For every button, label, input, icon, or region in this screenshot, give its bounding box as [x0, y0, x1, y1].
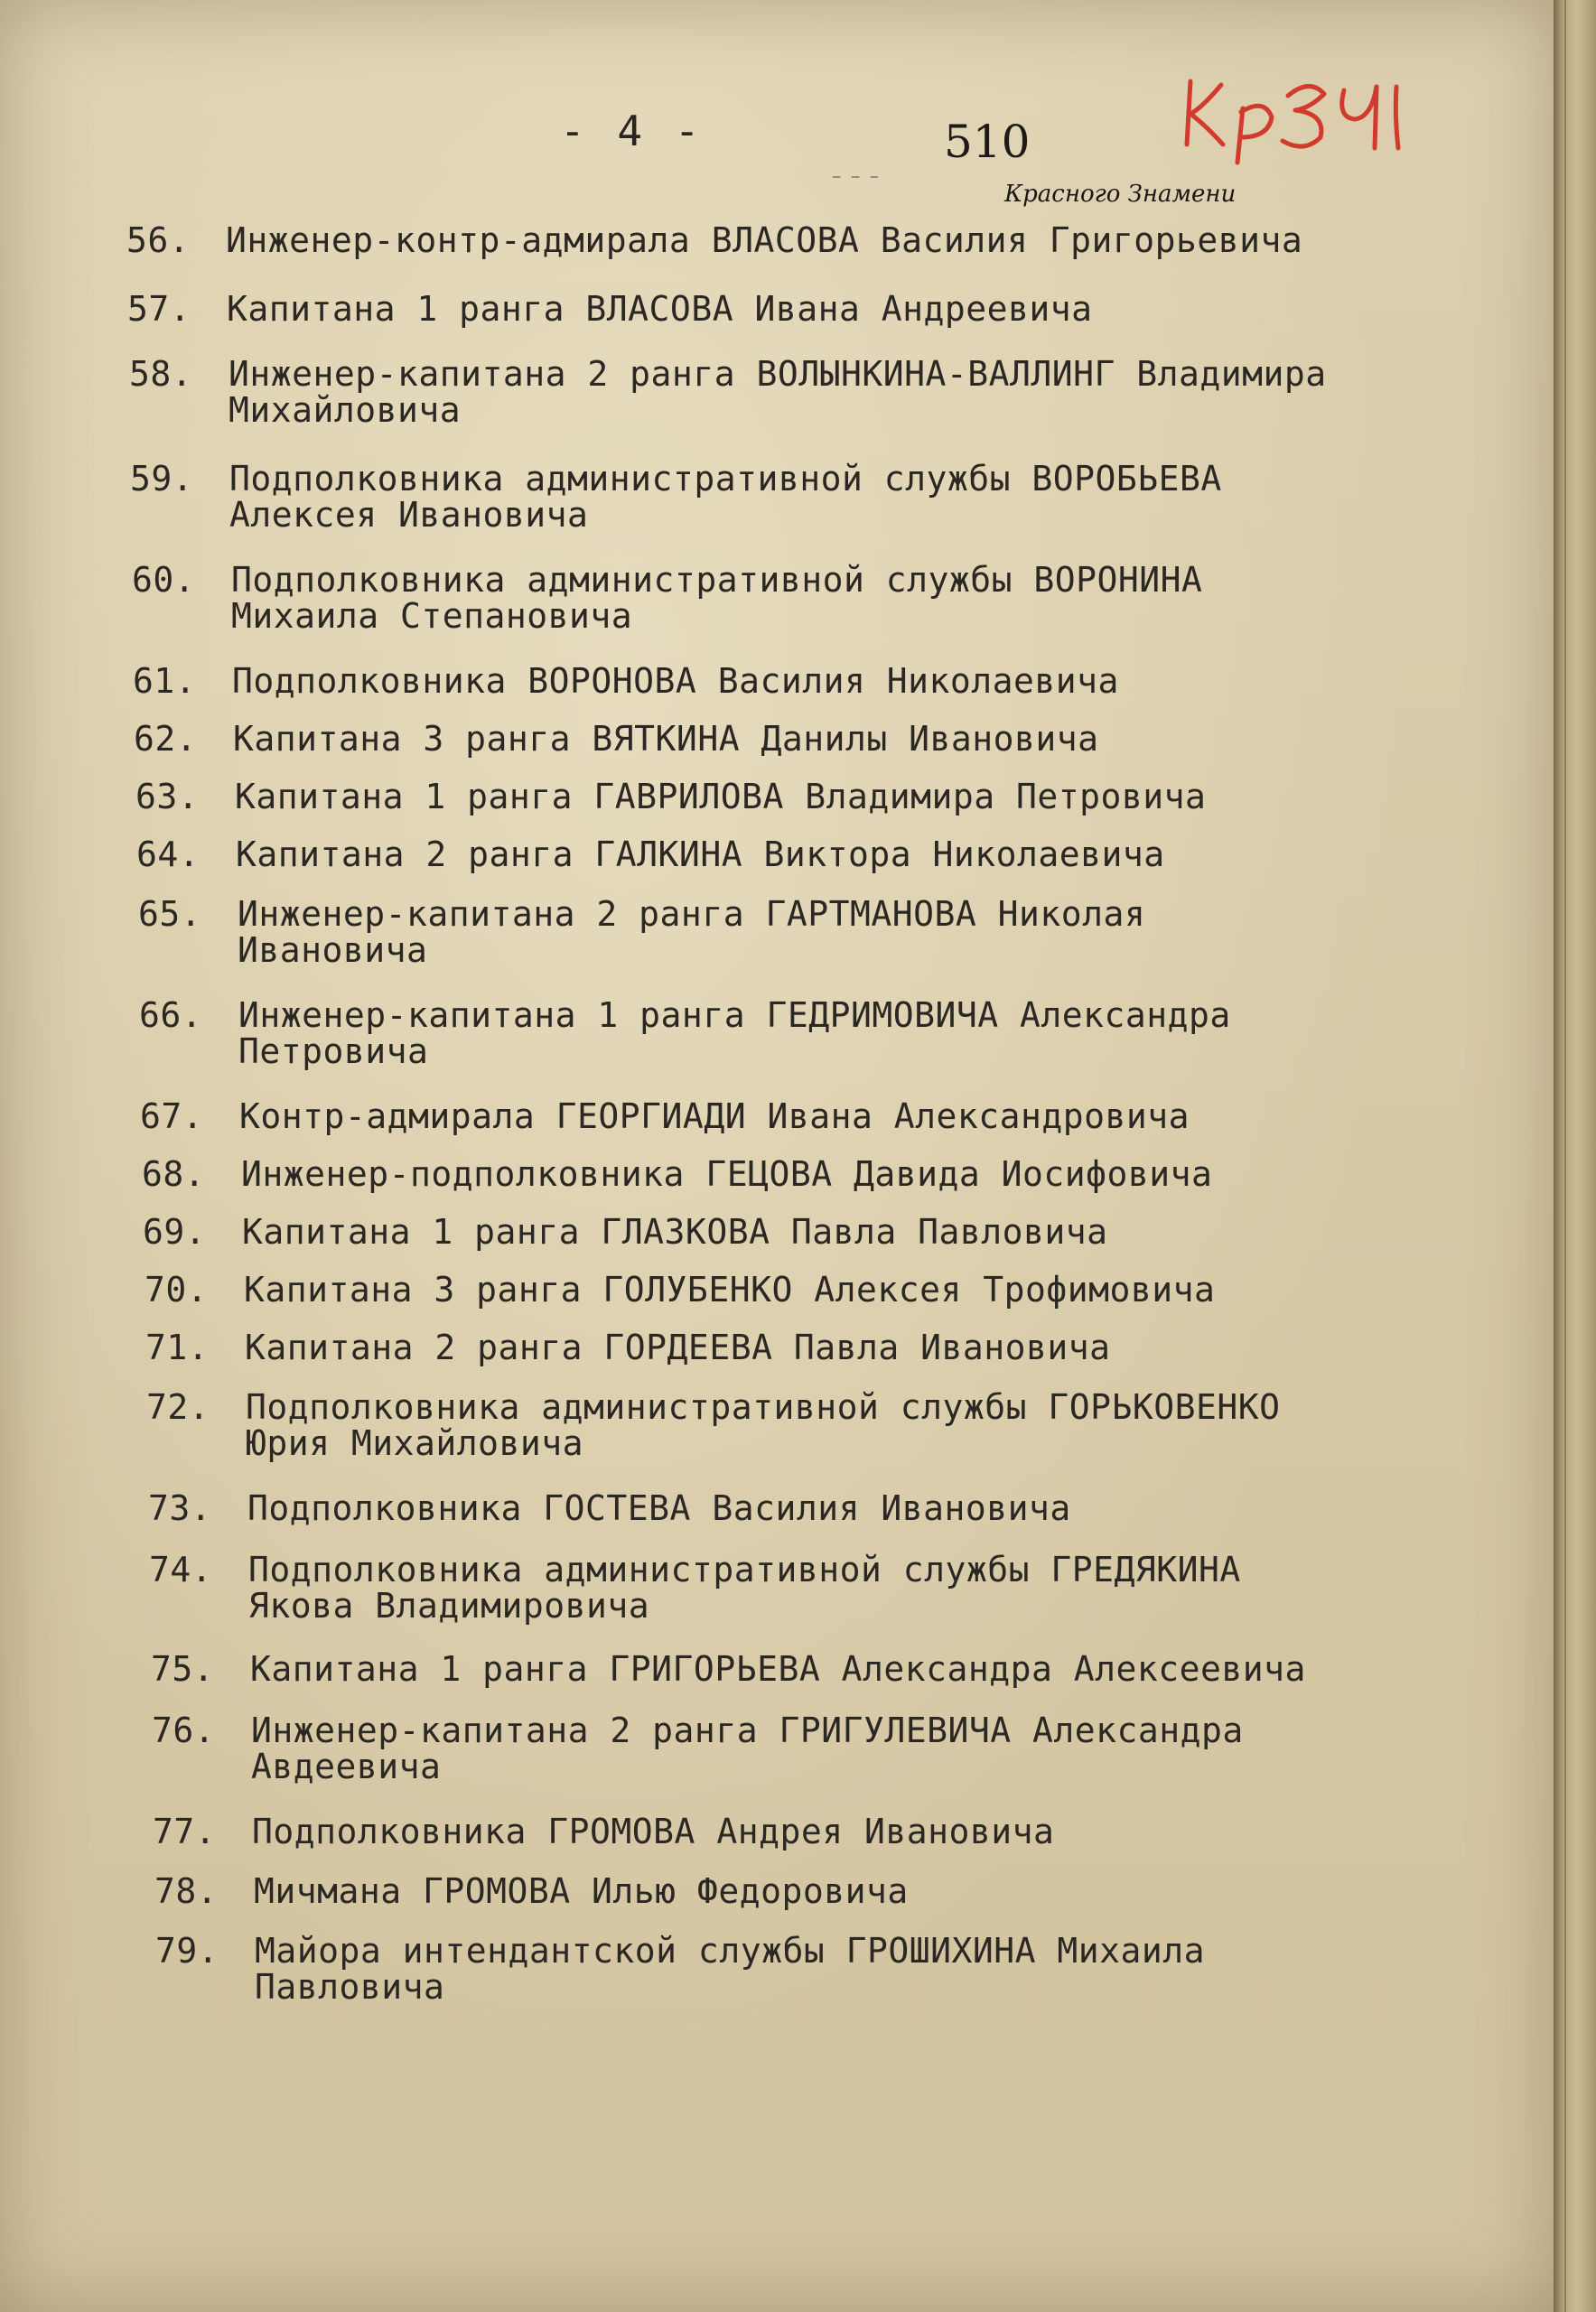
entry-text — [227, 290, 1436, 328]
entry-number: 62. — [134, 719, 198, 759]
entry-number: 72. — [146, 1387, 210, 1427]
entry-number: 68. — [142, 1154, 206, 1194]
list-item — [130, 460, 1436, 534]
entry-text — [241, 1155, 1436, 1193]
entry-line: Капитана 3 ранга ГОЛУБЕНКО Алексея Трофимовича — [244, 1270, 1216, 1310]
entry-line: Подполковника ВОРОНОВА Василия Николаевича — [232, 661, 1119, 701]
entry-text — [229, 355, 1436, 429]
list-item — [127, 290, 1436, 328]
entry-text — [251, 1711, 1436, 1785]
entry-text — [238, 996, 1436, 1070]
book-fore-edge — [1554, 0, 1596, 2312]
entry-line: Инженер-подполковника ГЕЦОВА Давида Иосифовича — [241, 1154, 1213, 1194]
entry-number: 71. — [145, 1328, 210, 1367]
list-item — [145, 1271, 1436, 1309]
list-item — [142, 1155, 1436, 1193]
entry-line: Инженер-капитана 2 ранга ГАРТМАНОВА Николая — [238, 894, 1146, 934]
list-item — [136, 835, 1436, 873]
entry-line: Подполковника ГОСТЕВА Василия Ивановича — [247, 1488, 1071, 1528]
entry-line: Капитана 1 ранга ГРИГОРЬЕВА Александра Алексеевича — [250, 1649, 1306, 1689]
entry-line: Инженер-капитана 1 ранга ГЕДРИМОВИЧА Александра — [238, 995, 1231, 1035]
entry-number: 78. — [154, 1871, 219, 1911]
entry-line: Инженер-контр-адмирала ВЛАСОВА Василия Григорьевича — [226, 220, 1303, 260]
entry-line: Капитана 2 ранга ГОРДЕЕВА Павла Ивановича — [245, 1328, 1111, 1367]
entry-text — [255, 1932, 1436, 2006]
entry-line: Контр-адмирала ГЕОРГИАДИ Ивана Александровича — [239, 1096, 1190, 1136]
entry-number: 65. — [138, 894, 202, 934]
handwritten-mark — [1174, 54, 1427, 172]
list-item — [140, 1097, 1436, 1135]
list-item — [135, 778, 1436, 816]
entry-text — [236, 835, 1436, 873]
entry-continuation-line: Петровича — [238, 1031, 429, 1071]
entry-line: Капитана 2 ранга ГАЛКИНА Виктора Николаевича — [236, 834, 1165, 874]
entry-text — [226, 221, 1436, 259]
entry-line: Подполковника административной службы ВОРОБЬЕВА — [229, 459, 1222, 499]
list-item — [129, 355, 1436, 429]
stamp-mark: — — — — [833, 170, 881, 184]
list-item — [145, 1328, 1436, 1366]
list-item — [151, 1650, 1436, 1688]
entry-line: Майора интендантской службы ГРОШИХИНА Михаила — [255, 1931, 1206, 1971]
entry-continuation-line: Ивановича — [238, 930, 428, 970]
entry-text — [233, 720, 1436, 758]
entry-number: 67. — [140, 1096, 204, 1136]
entry-number: 66. — [139, 995, 203, 1035]
entry-number: 56. — [126, 220, 191, 260]
entry-continuation-line: Якова Владимировича — [248, 1586, 650, 1626]
entry-text — [229, 460, 1436, 534]
list-item — [154, 1872, 1436, 1910]
entry-number: 61. — [133, 661, 197, 701]
entry-continuation-line: Алексея Ивановича — [229, 495, 589, 535]
entry-text — [232, 662, 1436, 700]
list-item — [133, 662, 1436, 700]
entry-line: Подполковника административной службы ВОРОНИНА — [231, 560, 1203, 600]
entry-text — [242, 1213, 1436, 1251]
entry-text — [252, 1813, 1436, 1851]
entry-line: Капитана 3 ранга ВЯТКИНА Данилы Ивановича — [233, 719, 1099, 759]
entry-number: 73. — [148, 1488, 212, 1528]
entry-line: Инженер-капитана 2 ранга ГРИГУЛЕВИЧА Александра — [251, 1711, 1244, 1750]
entry-line: Подполковника административной службы ГРЕДЯКИНА — [248, 1550, 1241, 1590]
entry-continuation-line: Авдеевича — [251, 1747, 442, 1786]
entry-number: 57. — [127, 289, 191, 329]
list-item — [148, 1489, 1436, 1527]
entry-number: 58. — [129, 354, 193, 394]
entry-number: 63. — [135, 777, 200, 816]
entry-line: Капитана 1 ранга ВЛАСОВА Ивана Андреевича — [227, 289, 1093, 329]
entry-number: 60. — [132, 560, 196, 600]
page-number: - 4 - — [560, 107, 704, 155]
entry-line: Мичмана ГРОМОВА Илью Федоровича — [254, 1871, 909, 1911]
award-list — [126, 221, 1436, 2006]
list-item — [134, 720, 1436, 758]
entry-line: Подполковника ГРОМОВА Андрея Ивановича — [252, 1812, 1055, 1851]
entry-number: 76. — [152, 1711, 216, 1750]
order-label: Красного Знамени — [1004, 181, 1237, 208]
entry-text — [244, 1271, 1436, 1309]
entry-text — [254, 1872, 1436, 1910]
entry-continuation-line: Михаила Степановича — [231, 596, 633, 636]
entry-number: 64. — [136, 834, 201, 874]
entry-line: Подполковника административной службы ГОРЬКОВЕНКО — [246, 1387, 1281, 1427]
entry-text — [248, 1551, 1436, 1625]
list-item — [143, 1213, 1436, 1251]
list-item — [138, 895, 1436, 969]
entry-continuation-line: Михайловича — [229, 390, 462, 430]
archive-number: 510 — [944, 116, 1031, 168]
entry-line: Капитана 1 ранга ГАВРИЛОВА Владимира Петровича — [235, 777, 1207, 816]
list-item — [153, 1813, 1436, 1851]
entry-number: 69. — [143, 1212, 207, 1252]
entry-number: 70. — [145, 1270, 209, 1310]
entry-line: Капитана 1 ранга ГЛАЗКОВА Павла Павловича — [242, 1212, 1108, 1252]
entry-text — [239, 1097, 1436, 1135]
list-item — [139, 996, 1436, 1070]
entry-text — [235, 778, 1436, 816]
list-item — [146, 1388, 1436, 1462]
entry-text — [250, 1650, 1436, 1688]
entry-text — [231, 561, 1436, 635]
entry-text — [247, 1489, 1436, 1527]
entry-number: 59. — [130, 459, 194, 499]
entry-number: 77. — [153, 1812, 217, 1851]
entry-number: 75. — [151, 1649, 215, 1689]
entry-text — [238, 895, 1436, 969]
entry-text — [246, 1388, 1436, 1462]
entry-number: 74. — [149, 1550, 213, 1590]
list-item — [155, 1932, 1436, 2006]
entry-text — [245, 1328, 1436, 1366]
list-item — [149, 1551, 1436, 1625]
entry-line: Инженер-капитана 2 ранга ВОЛЫНКИНА-ВАЛЛИНГ Владимира — [229, 354, 1327, 394]
entry-continuation-line: Павловича — [255, 1967, 445, 2007]
entry-number: 79. — [155, 1931, 219, 1971]
list-item — [126, 221, 1436, 259]
list-item — [132, 561, 1436, 635]
list-item — [152, 1711, 1436, 1785]
entry-continuation-line: Юрия Михайловича — [246, 1423, 584, 1463]
